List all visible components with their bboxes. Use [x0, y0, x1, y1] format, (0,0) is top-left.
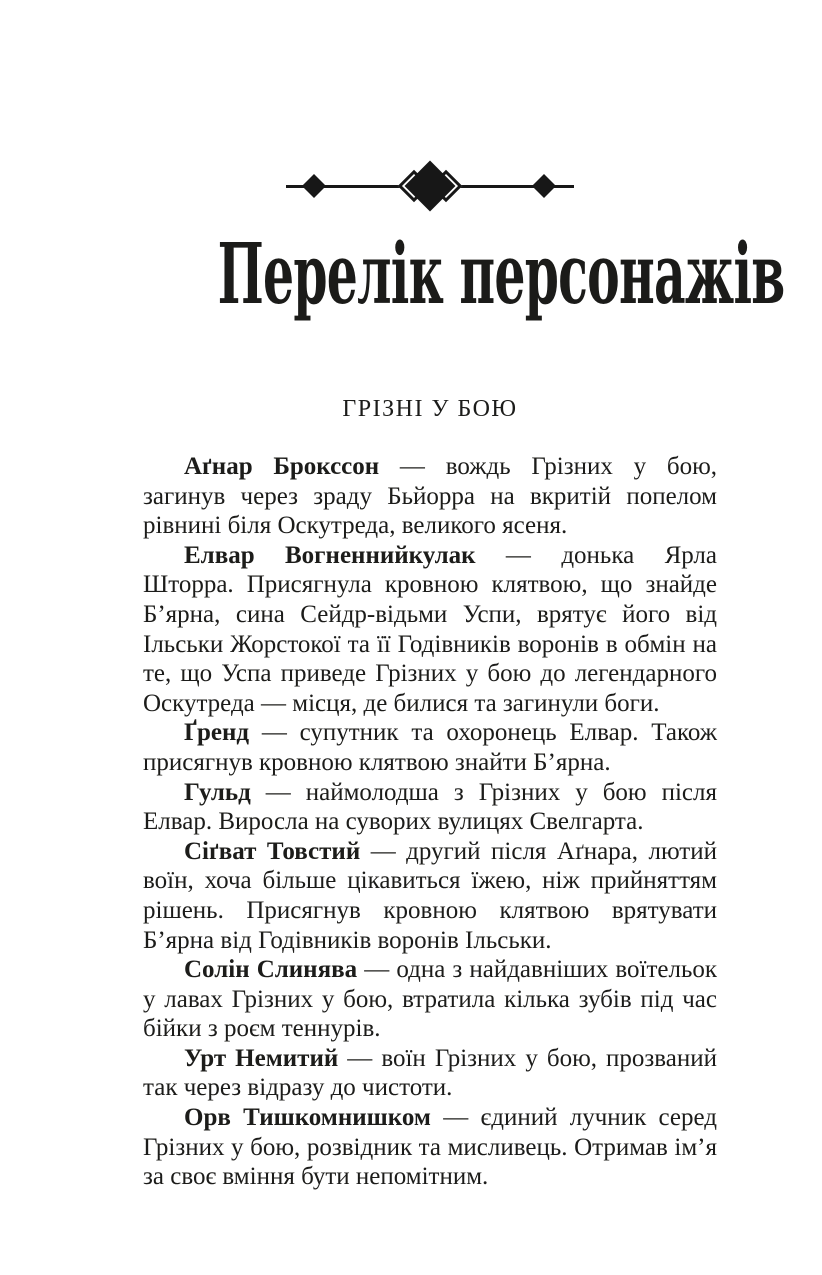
character-name: Орв Тишкомнишком [184, 1104, 431, 1132]
character-name: Солін Слинява [184, 956, 358, 984]
character-entry [143, 718, 717, 777]
character-description: — другий після Аґнара, лютий воїн, хоча більше цікавиться їжею, ніж прийняттям рішень. Присягнув кровною клятвою врятувати Б’ярна від Годівників воронів Ільськи. [143, 837, 717, 954]
character-name: Гульд [184, 778, 251, 806]
character-description: — супутник та охоронець Елвар. Також присягнув кровною клятвою знайти Б’ярна. [143, 719, 717, 776]
large-diamond-icon [405, 161, 456, 212]
character-description: — одна з найдавніших воїтельок у лавах Грізних у бою, втратила кілька зубів під час бійки з роєм теннурів. [143, 956, 718, 1043]
small-diamond-icon [532, 174, 556, 198]
character-entry [143, 837, 717, 955]
character-name: Аґнар Брокссон [184, 453, 380, 480]
character-name: Елвар Вогненнийкулак [184, 541, 476, 569]
character-description: — воїн Грізних у бою, прозваний так через відразу до чистоти. [143, 1044, 718, 1102]
character-name: Урт Немитий [184, 1044, 339, 1072]
diamond-divider-ornament [286, 164, 574, 208]
character-entry [143, 541, 717, 719]
page-title: Перелік персонажів [217, 224, 785, 324]
section-heading: ГРІЗНІ У БОЮ [342, 396, 518, 422]
character-entry [143, 778, 717, 837]
text-block [143, 0, 785, 1192]
character-name: Ґренд [184, 719, 250, 747]
character-description: — єдиний лучник серед Грізних у бою, розвідник та мисливець. Отримав ім’я за своє вміння бути непомітним. [143, 1104, 717, 1191]
character-name: Сіґват Товстий [184, 837, 361, 865]
character-entry [143, 452, 717, 541]
character-description: — вождь Грізних у бою, загинув через зраду Бьйорра на вкритій попелом рівнині біля Оскутреда, великого ясеня. [143, 453, 717, 540]
character-entry [143, 955, 717, 1044]
character-entry [143, 1044, 717, 1103]
character-entry [143, 1103, 717, 1192]
character-list [143, 452, 717, 1192]
character-description: — наймолодша з Грізних у бою після Елвар. Виросла на суворих вулицях Свелгарта. [143, 778, 717, 836]
small-diamond-icon [302, 174, 326, 198]
character-description: — донька Ярла Шторра. Присягнула кровною клятвою, що знайде Б’ярна, сина Сейдр-відьми Успи, врятує його від Ільськи Жорстокої та її Годівників воронів в обмін на те, що Успа приведе Грізних у бою до легендарного Оскутреда — місця, де билися та загинули боги. [143, 541, 718, 717]
